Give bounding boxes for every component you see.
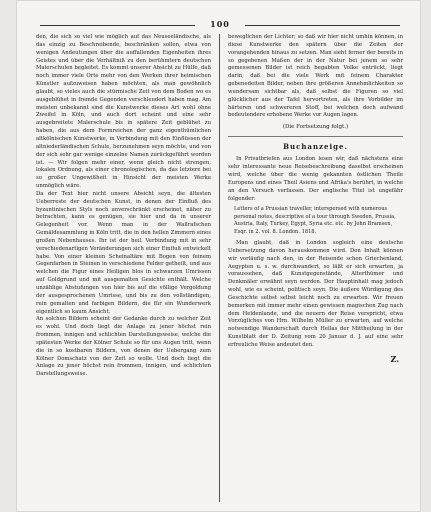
right-column	[228, 34, 403, 504]
section-intro: In Privatbriefen aus London lesen wir, daß nächstens eine sehr interessante neue Reisebeschreibung daselbst erscheinen wird, welche über die wenig gekannten östlichen Theile Europens und eines Theil Asiens und Afrika's berührt, in welche an den Versuch verfassen. Der englische Titel ist ungefähr folgender:	[228, 156, 403, 202]
header-rule-right	[245, 25, 400, 26]
page-number: 100	[210, 19, 230, 29]
section-heading: Buchanzeige.	[283, 142, 348, 152]
page-header	[40, 19, 400, 31]
section-separator	[228, 136, 403, 137]
column-divider	[219, 34, 220, 502]
book-title: Letters of a Prussian traveller, interspersed with numerous personal notes, descriptive of a tour through Sweden, Prussia, Austria, Italy, Turkey, Egypt, Syria etc. etc. by John Bramsen, Esqr. in 2. vol. 8. London. 1818.	[234, 206, 396, 235]
continuation-note: (Die Fortsetzung folgt.)	[282, 124, 349, 131]
document-page	[16, 0, 421, 512]
right-column-text: beweglichen der Lichter; so daß wir hier nicht umhin können, in diese Kunstwerke den spätern über die Zeiten der vorangehenden hinaus zu setzen. Man sieht ferner der bereits in so gegebenen Maßen der in der Natur bei jenem so sehr gemessenen Bilder ist reich begabten Volke entrückt, liegt darin, daß bei die viele Werk mit feinem Charakter gebenedeiten Bilder, neben ihre größeren Annehmlichkeiten so wundersam sichtbar als, daß selbst die Figuren so viel glücklicher aus der Tafel hervortreten, als ihre Vorbilder im härteren und schwereren Stoff, bei welchen doch aufwand bedeutendere erhobene Werke vor Augen lagen.	[228, 34, 403, 119]
author-signature: Z.	[390, 353, 399, 364]
left-column-text: den, die sich so viel wie möglich auf das Neuseeländische, als das einzig zu Beschreibende, beschränken sollen, etwa von wenigen Andeutungen über die auffallenden Eigenheiten ihres Geistes und über die Verhältniß zu den berühmtern deutschen Malerschulen begleitet. Es kommt unserer Absicht zu Hülfe, daß noch immer viele Orte mehr von den Werken ihrer heimischen Künstler aufzuweisen haben möchten, als man gewöhnlich glaubt, so vieles auch die stürmische Zeit von dem Boden wo es ausgeblühet in fremde Gegenden verschleudert haben mag. Am meisten unbekannt sind die Kunstwerke dieses Art wohl ohne Zweifel in Köln, und auch dort scheint und eine sehr ausgebreitete Malerschule bis in spätere Zeit geblühet zu haben, die aus dem Formreichen der ganz eigenthümlichen altkölnischen Kunstwerke, in Verbindung mit den Einflüssen der altniederländischen Schule, herzunehmen seyn möchte, und von der sich sehr gar wenige einzelne Namen zurückgeführt worden ist. — Wir folgen mehr einer, wenn gleich nicht strengen, lokalen Ordnung, als einer chronologischen, da das letztere bei so großer Ungewißheit in Hinsicht der meisten Werke unmöglich wäre. Da der Text hier nicht unsere Absicht seyn, die ältesten Ueberreste der deutschen Kunst, in denen der Einfluß des byzantinischen Styls noch unverschränkt erscheinet, näher zu betrachten, kann es genügen, sie hier und da in unserer Gelegenheit vor. Wenn man in der Wallrafschen Gemäldesammlung in Köln tritt, die in den hellen Zimmern eines großen Nebenhauses. Ihr ist der heil. Verbindung mit in sehr verschiedenartigen Veränderungen sich einer Einfluß entwickelt habe. Von einer kleinen Scheinaltäre mit Bogen von feinem Gegenfarben in Steinen in verschiedene Felder getheilt, und aus welchen die Figur eines Heiligen blos in schwarzen Umrissen auf Goldgrund und mit ausgemalten Gesichte enthält. Welche unzählige Abstufungen von hier bis auf die völlige Vergoldung der ausgesprochenen Umrisse, und bis zu den vollständigen, rein gemalten und farbigen Bildern, die für ein Wunderwerk eigentlich so kaum Ansicht. An solchen Bildern scheint der Gedanke durch zu welcher Zeit es wohl. Und doch liegt die Anlage zu jener höchst rein frommen, innigen und schlichten Darstellungsweise, welche die spätesten Werke der Kölner Schule so für uns Augen tritt, wenn die in so kostbaren Bildern, von denen der Uebergang zum Kölner Domschatz von der Zeit so wolle. Und doch liegt die Anlage zu jener höchst rein frommen, innigen, und schlichten Darstellungsweise.	[36, 34, 211, 378]
left-column	[36, 34, 211, 504]
section-body: Man glaubt, daß in London sogleich eine deutsche Uebersetzung davon herauskommen wird. Den Inhalt können wir vorläufig nach den, in der Reisende schon Griechenland, Aegypten u. s. w. durchwandert, so läßt er sich erwarten, ja voraussehen, daß Kunstgegenstände, Alterthümer und Denkmäler erwähnt seyn werden. Der Hauptinhalt mag jedoch wohl, wie es scheint, politisch seyn. Die äußere Würdigung des Geschichte selbst selbst leicht noch zu erwarten. Wir freuen bemerken mit immer mehr einen gewissen magischen Zug nach dem Heldenlande, und die neuern der Reise verspricht, etwa Vorzügliches von Hrn. Wilhelm Müller zu erwarten, auf welche notwendige Wanderschaft durch Hellas der Mittheilung in der Kunstblatt der D. Zeitung vom 20 Januar d. J. auf eine sehr erfreuliche Weise andeutet den.	[228, 239, 403, 348]
